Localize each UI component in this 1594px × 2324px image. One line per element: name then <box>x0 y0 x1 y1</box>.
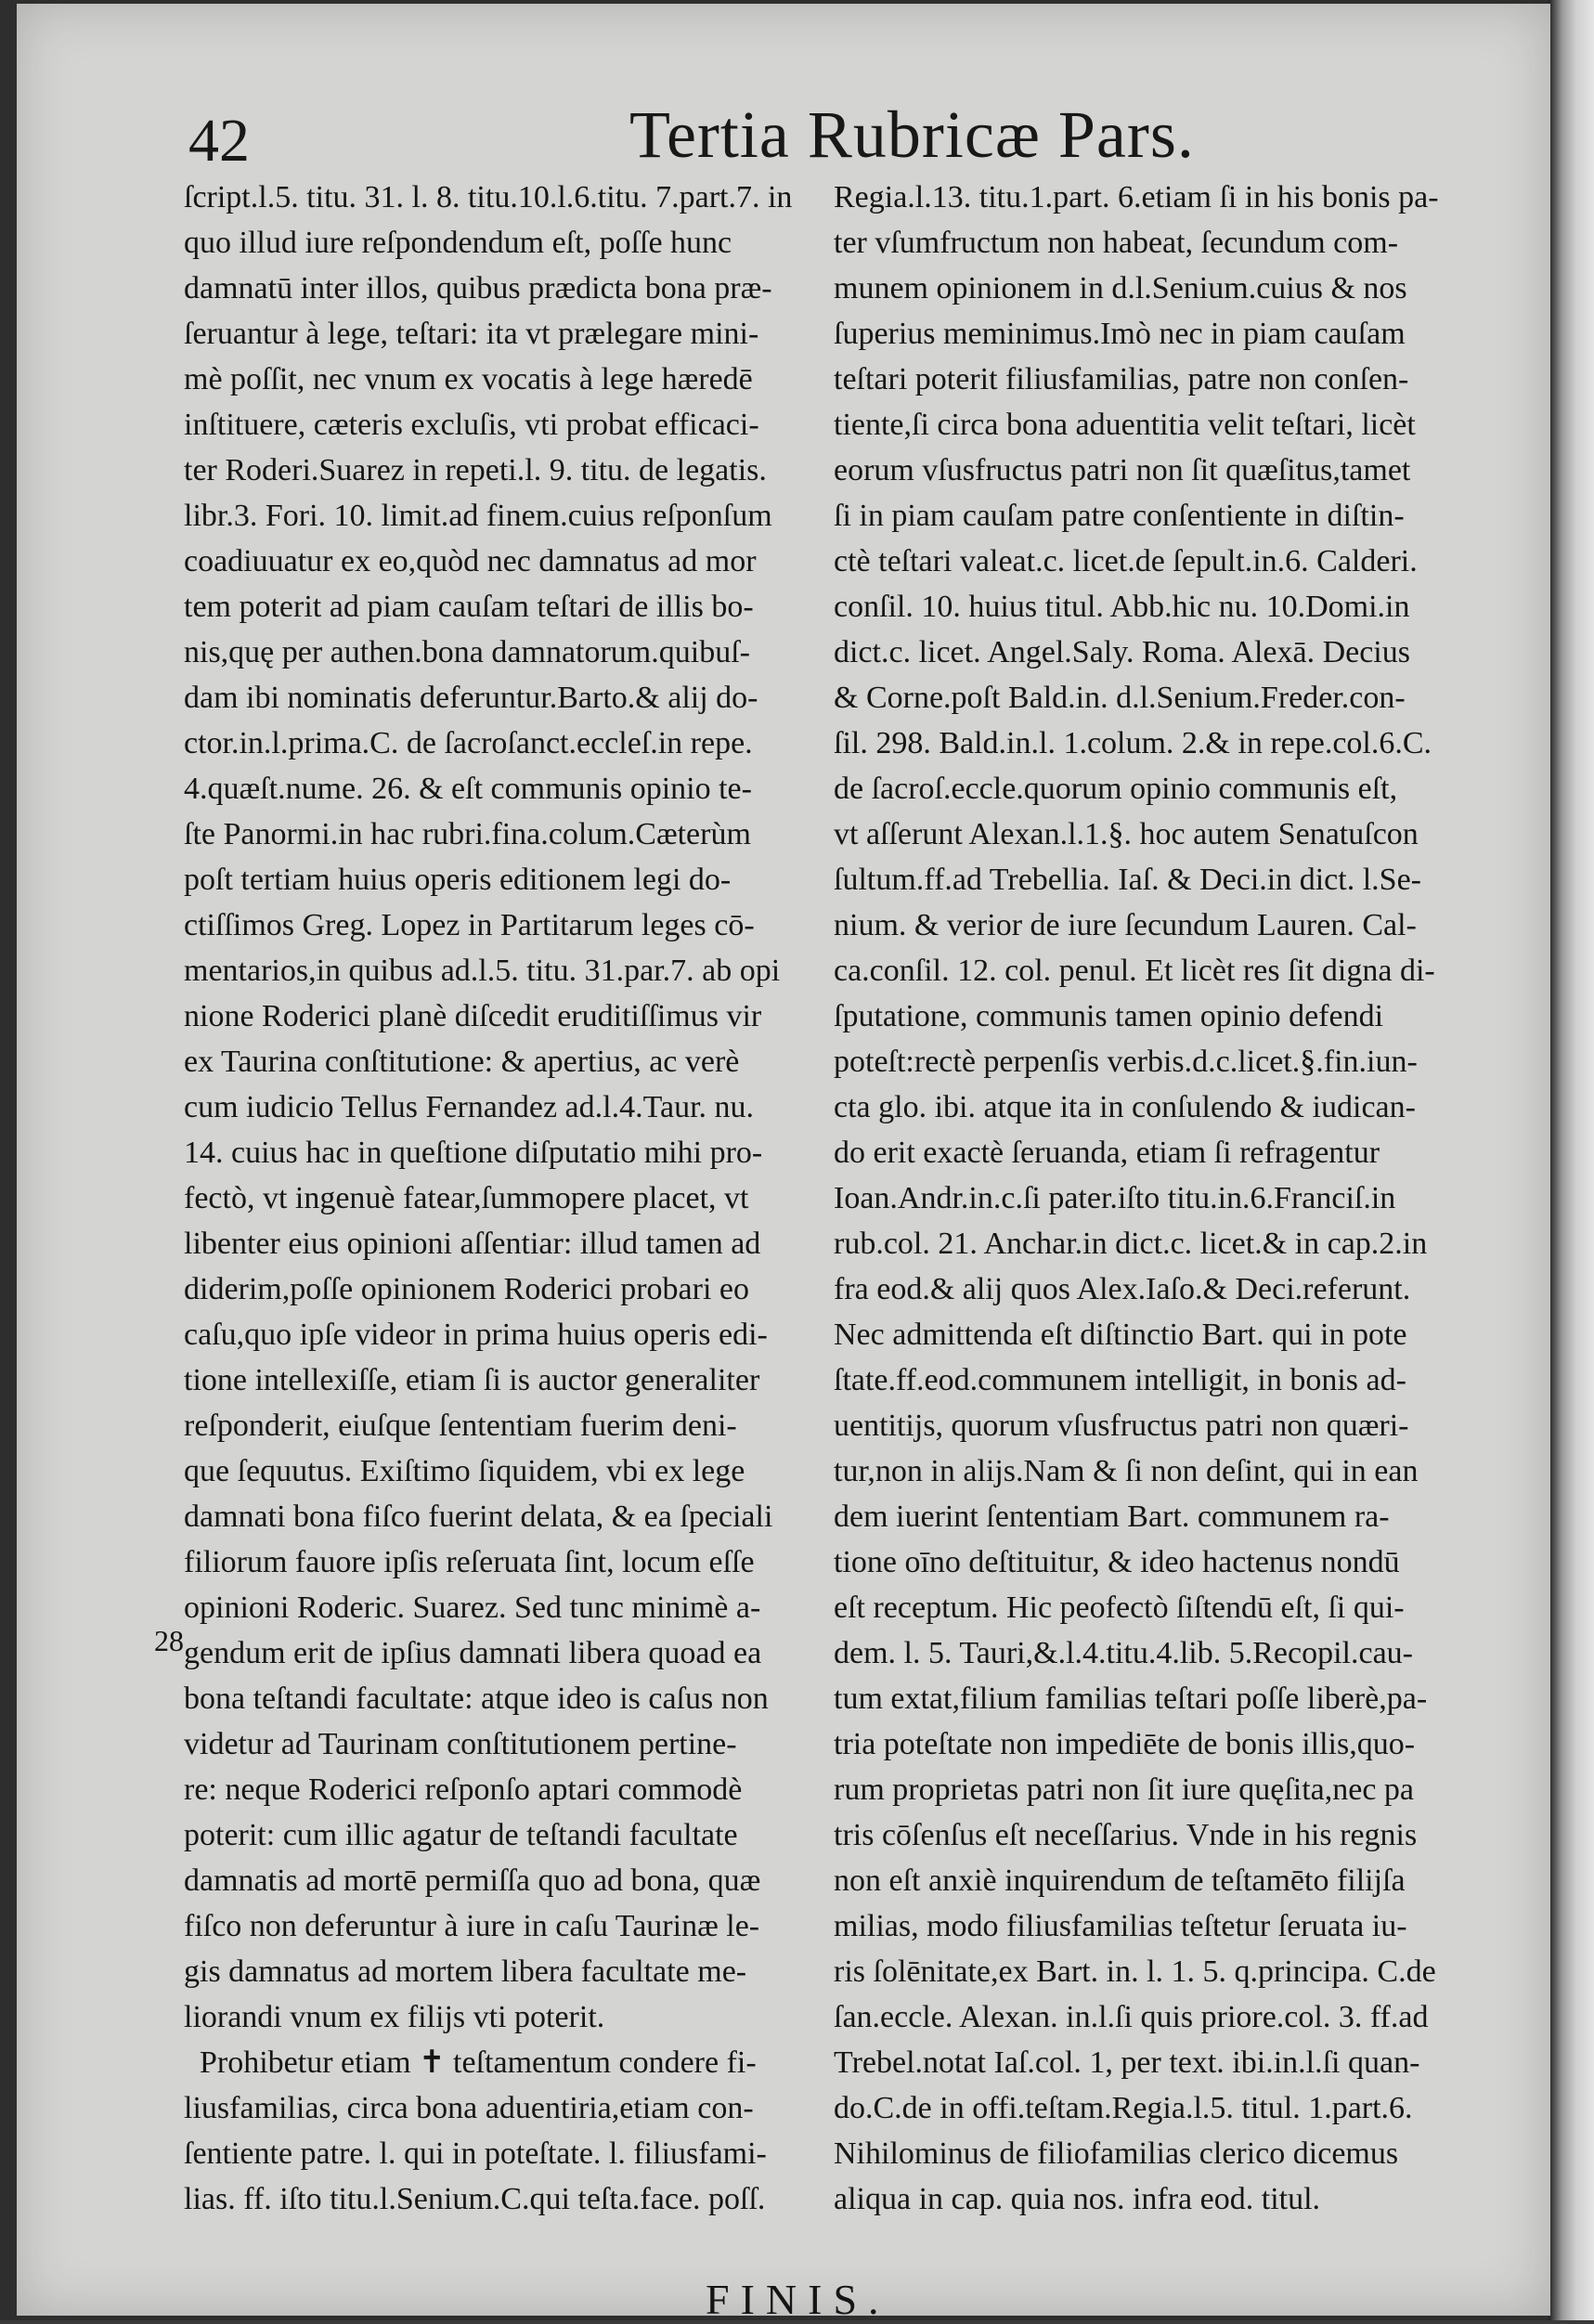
text-line: ſi in piam cauſam patre conſentiente in diſtin- <box>834 499 1405 533</box>
text-line: opinioni Roderic. Suarez. Sed tunc minimè a- <box>184 1590 761 1625</box>
text-line: ter Roderi.Suarez in repeti.l. 9. titu. de legatis. <box>184 453 767 487</box>
text-line: reſponderit, eiuſque ſententiam fuerim deni- <box>184 1409 737 1443</box>
text-line: dem. l. 5. Tauri,&.l.4.titu.4.lib. 5.Recopil.cau- <box>834 1636 1414 1670</box>
text-line: mè poſſit, nec vnum ex vocatis à lege hæredē <box>184 362 753 396</box>
text-line: ſcript.l.5. titu. 31. l. 8. titu.10.l.6.titu. 7.part.7. in <box>184 180 793 214</box>
text-line: Regia.l.13. titu.1.part. 6.etiam ſi in his bonis pa- <box>834 180 1439 214</box>
text-line: rub.col. 21. Anchar.in dict.c. licet.& in cap.2.in <box>834 1227 1428 1261</box>
text-line: ctiſſimos Greg. Lopez in Partitarum leges cō- <box>184 908 755 942</box>
text-line: que ſequutus. Exiſtimo ſiquidem, vbi ex lege <box>184 1454 745 1488</box>
text-line: coadiuuatur ex eo,quòd nec damnatus ad mor <box>184 544 757 578</box>
text-line: ſputatione, communis tamen opinio defendi <box>834 999 1384 1033</box>
text-line: nione Roderici planè diſcedit eruditiſſimus vir <box>184 999 762 1033</box>
text-line: gendum erit de ipſius damnati libera quoad ea <box>184 1636 762 1670</box>
text-line: mentarios,in quibus ad.l.5. titu. 31.par.7. ab opi <box>184 954 781 988</box>
text-line: tria poteſtate non impediēte de bonis illis,quo- <box>834 1727 1416 1761</box>
text-line: & Corne.poſt Bald.in. d.l.Senium.Freder.con- <box>834 681 1406 715</box>
text-line: fectò, vt ingenuè fatear,ſummopere placet, vt <box>184 1181 749 1215</box>
text-line: cta glo. ibi. atque ita in conſulendo & iudican- <box>834 1090 1416 1124</box>
text-line: diderim,poſſe opinionem Roderici probari eo <box>184 1272 750 1306</box>
text-line: munem opinionem in d.l.Senium.cuius & nos <box>834 271 1407 305</box>
text-line: tur,non in alijs.Nam & ſi non deſint, qui in ean <box>834 1454 1419 1488</box>
text-line: poſt tertiam huius operis editionem legi do- <box>184 863 732 897</box>
text-line: nium. & verior de iure ſecundum Lauren. Cal- <box>834 908 1417 942</box>
text-line: ſultum.ff.ad Trebellia. Iaſ. & Deci.in dict. l.Se- <box>834 863 1421 897</box>
text-line: inſtituere, cæteris excluſis, vti probat efficaci- <box>184 408 759 442</box>
text-line: Nihilominus de filiofamilias clerico dicemus <box>834 2136 1399 2171</box>
text-line: ſtate.ff.eod.communem intelligit, in bonis ad- <box>834 1363 1406 1397</box>
text-line: liusfamilias, circa bona aduentiria,etiam con- <box>184 2091 754 2125</box>
text-line: 14. cuius hac in queſtione diſputatio mihi pro- <box>184 1136 763 1170</box>
text-line: ſil. 298. Bald.in.l. 1.colum. 2.& in repe.col.6.C. <box>834 726 1432 760</box>
text-line: ex Taurina conſtitutione: & apertius, ac verè <box>184 1045 740 1079</box>
text-line: gis damnatus ad mortem libera facultate me- <box>184 1954 747 1989</box>
text-line: ter vſumfructum non habeat, ſecundum com- <box>834 226 1399 260</box>
text-line: uentitijs, quorum vſusfructus patri non quæri- <box>834 1409 1409 1443</box>
text-line: tris cōſenſus eſt neceſſarius. Vnde in his regnis <box>834 1818 1418 1852</box>
text-line: Nec admittenda eſt diſtinctio Bart. qui in pote <box>834 1318 1407 1352</box>
book-page <box>17 4 1550 2316</box>
text-line: 4.quæſt.nume. 26. & eſt communis opinio te- <box>184 772 752 806</box>
text-line: ſte Panormi.in hac rubri.fina.colum.Cæterùm <box>184 817 751 851</box>
text-line: libr.3. Fori. 10. limit.ad finem.cuius reſponſum <box>184 499 772 533</box>
text-line: tione oīno deſtituitur, & ideo hactenus nondū <box>834 1545 1400 1579</box>
text-line: tem poterit ad piam cauſam teſtari de illis bo- <box>184 590 754 624</box>
margin-note-number: 28 <box>154 1624 184 1657</box>
text-line: teſtari poterit filiusfamilias, patre non conſen- <box>834 362 1409 396</box>
text-line: dam ibi nominatis deferuntur.Barto.& alij do- <box>184 681 758 715</box>
text-line: milias, modo filiusfamilias teſtetur ſeruata iu- <box>834 1909 1407 1943</box>
running-title: Tertia Rubricæ Pars. <box>629 97 1195 172</box>
finis-label: FINIS. <box>706 2276 890 2323</box>
right-column <box>834 175 1502 2222</box>
text-line: dem iuerint ſententiam Bart. communem ra- <box>834 1500 1390 1534</box>
text-line: poteſt:rectè perpenſis verbis.d.c.licet.§.fin.iun- <box>834 1045 1418 1079</box>
text-line: conſil. 10. huius titul. Abb.hic nu. 10.Domi.in <box>834 590 1410 624</box>
text-line: eorum vſusfructus patri non ſit quæſitus,tamet <box>834 453 1411 487</box>
text-line: Trebel.notat Iaſ.col. 1, per text. ibi.in.l.ſi quan- <box>834 2045 1420 2080</box>
text-line: damnatis ad mortē permiſſa quo ad bona, quæ <box>184 1863 761 1898</box>
text-line: rum proprietas patri non ſit iure quęſita,nec pa <box>834 1772 1415 1807</box>
text-line: ris ſolēnitate,ex Bart. in. l. 1. 5. q.principa. C.de <box>834 1954 1436 1989</box>
text-line: Ioan.Andr.in.c.ſi pater.iſto titu.in.6.Franciſ.in <box>834 1181 1396 1215</box>
text-line: libenter eius opinioni aſſentiar: illud tamen ad <box>184 1227 761 1261</box>
text-line: filiorum fauore ipſis reſeruata ſint, locum eſſe <box>184 1545 755 1579</box>
text-line: fiſco non deferuntur à iure in caſu Taurinæ le- <box>184 1909 760 1943</box>
page-number: 42 <box>188 107 250 175</box>
text-line: ſentiente patre. l. qui in poteſtate. l. filiusfami- <box>184 2136 767 2171</box>
text-line: nis,quę per authen.bona damnatorum.quibuſ- <box>184 635 750 669</box>
text-line: de ſacroſ.eccle.quorum opinio communis eſt, <box>834 772 1398 806</box>
text-line: bona teſtandi facultate: atque ideo is caſus non <box>184 1681 769 1716</box>
text-line: do.C.de in offi.teſtam.Regia.l.5. titul. 1.part.6. <box>834 2091 1413 2125</box>
page-edge-shadow <box>1549 0 1594 2320</box>
text-line: damnatū inter illos, quibus prædicta bona præ- <box>184 271 772 305</box>
text-line: ctè teſtari valeat.c. licet.de ſepult.in.6. Calderi. <box>834 544 1418 578</box>
text-line: ſuperius meminimus.Imò nec in piam cauſam <box>834 317 1406 351</box>
text-line: re: neque Roderici reſponſo aptari commodè <box>184 1772 743 1807</box>
text-line: non eſt anxiè inquirendum de teſtamēto filijſa <box>834 1863 1406 1898</box>
text-line: vt aſſerunt Alexan.l.1.§. hoc autem Senatuſcon <box>834 817 1419 851</box>
text-line: tione intellexiſſe, etiam ſi is auctor generaliter <box>184 1363 760 1397</box>
text-line: tum extat,filium familias teſtari poſſe liberè,pa- <box>834 1681 1428 1716</box>
left-column <box>184 175 834 2222</box>
text-line: tiente,ſi circa bona aduentitia velit teſtari, licèt <box>834 408 1416 442</box>
text-line: ctor.in.l.prima.C. de ſacroſanct.eccleſ.in repe. <box>184 726 753 760</box>
text-line: ſan.eccle. Alexan. in.l.ſi quis priore.col. 3. ff.ad <box>834 2000 1429 2034</box>
text-line: cum iudicio Tellus Fernandez ad.l.4.Taur. nu. <box>184 1090 755 1124</box>
text-line: liorandi vnum ex filijs vti poterit. <box>184 2000 605 2034</box>
text-line: caſu,quo ipſe videor in prima huius operis edi- <box>184 1318 768 1352</box>
text-line: Prohibetur etiam ✝ teſtamentum condere fi- <box>184 2045 757 2080</box>
text-line: fra eod.& alij quos Alex.Iaſo.& Deci.referunt. <box>834 1272 1411 1306</box>
text-line: poterit: cum illic agatur de teſtandi facultate <box>184 1818 738 1852</box>
text-line: aliqua in cap. quia nos. infra eod. titul. <box>834 2182 1321 2216</box>
text-line: do erit exactè ſeruanda, etiam ſi refragentur <box>834 1136 1380 1170</box>
text-line: ca.conſil. 12. col. penul. Et licèt res ſit digna di- <box>834 954 1435 988</box>
text-line: eſt receptum. Hic peofectò ſiſtendū eſt, ſi qui- <box>834 1590 1405 1625</box>
text-line: lias. ff. iſto titu.l.Senium.C.qui teſta.face. poſſ. <box>184 2182 766 2216</box>
text-line: damnati bona fiſco fuerint delata, & ea ſpeciali <box>184 1500 773 1534</box>
text-line: dict.c. licet. Angel.Saly. Roma. Alexā. Decius <box>834 635 1410 669</box>
text-line: quo illud iure reſpondendum eſt, poſſe hunc <box>184 226 732 260</box>
text-line: ſeruantur à lege, teſtari: ita vt prælegare mini- <box>184 317 759 351</box>
text-line: videtur ad Taurinam conſtitutionem pertine- <box>184 1727 737 1761</box>
